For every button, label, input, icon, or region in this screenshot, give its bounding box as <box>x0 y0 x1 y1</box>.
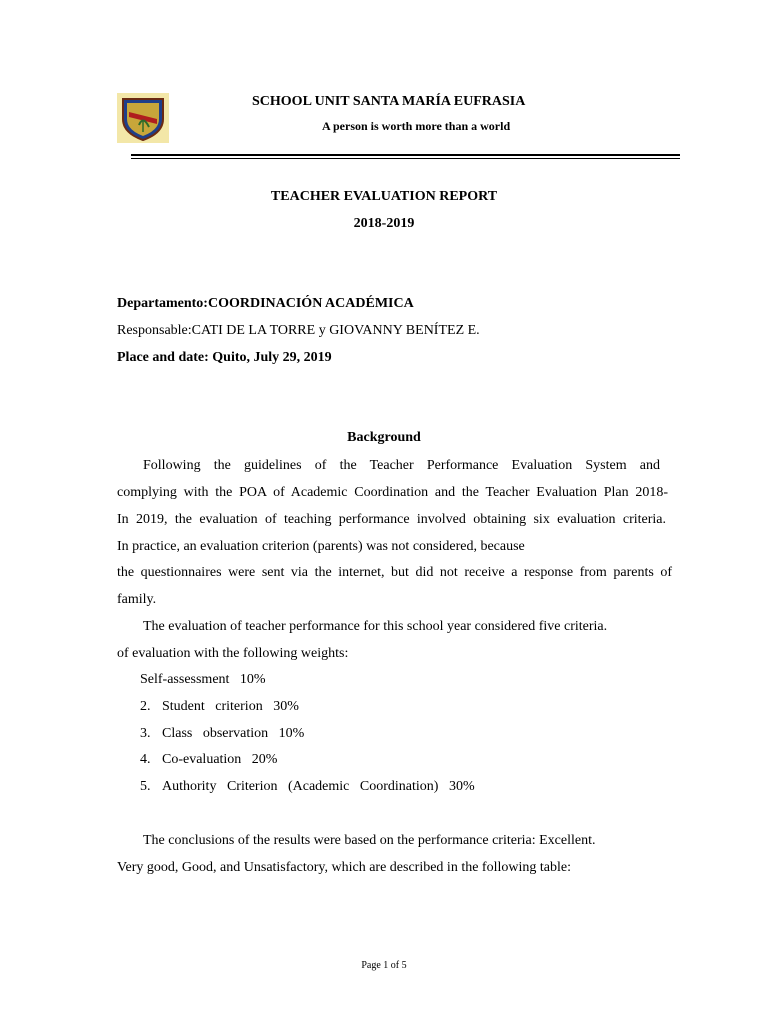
criteria-text: Co-evaluation 20% <box>162 752 278 767</box>
responsible-line: Responsable:CATI DE LA TORRE y GIOVANNY BENÍTEZ E. <box>117 323 480 338</box>
criteria-text: Self-assessment 10% <box>140 672 266 687</box>
paragraph-line: Following the guidelines of the Teacher Performance Evaluation System and <box>143 458 660 473</box>
criteria-number: 3. <box>140 726 151 741</box>
section-heading-background: Background <box>347 430 421 445</box>
criteria-item <box>140 698 299 715</box>
header-rule-thick <box>131 154 680 156</box>
paragraph-line: Very good, Good, and Unsatisfactory, which are described in the following table: <box>117 860 571 875</box>
school-crest-icon <box>117 93 169 143</box>
criteria-number: 2. <box>140 699 151 714</box>
criteria-item <box>140 671 266 688</box>
page-number: Page 1 of 5 <box>361 960 407 971</box>
criteria-item <box>140 778 475 795</box>
report-year: 2018-2019 <box>353 216 415 231</box>
department-line: Departamento:COORDINACIÓN ACADÉMICA <box>117 296 414 311</box>
paragraph-line: family. <box>117 592 157 607</box>
school-name: SCHOOL UNIT SANTA MARÍA EUFRASIA <box>252 94 526 109</box>
report-title: TEACHER EVALUATION REPORT <box>270 189 498 204</box>
header-rule-thin <box>131 158 680 159</box>
criteria-text: Student criterion 30% <box>162 699 299 714</box>
paragraph-line: The conclusions of the results were based on the performance criteria: Excellent. <box>143 833 596 848</box>
paragraph-line: the questionnaires were sent via the internet, but did not receive a response from parents of <box>117 565 672 580</box>
place-date-line: Place and date: Quito, July 29, 2019 <box>117 350 332 365</box>
criteria-number: 4. <box>140 752 151 767</box>
criteria-item <box>140 725 304 742</box>
criteria-text: Authority Criterion (Academic Coordination) 30% <box>162 779 475 794</box>
criteria-item <box>140 751 277 768</box>
paragraph-line: In 2019, the evaluation of teaching performance involved obtaining six evaluation criteria. <box>117 512 666 527</box>
school-motto: A person is worth more than a world <box>322 119 511 133</box>
criteria-number: 5. <box>140 779 151 794</box>
paragraph-line: In practice, an evaluation criterion (parents) was not considered, because <box>117 539 525 554</box>
paragraph-line: of evaluation with the following weights: <box>117 646 349 661</box>
paragraph-line: complying with the POA of Academic Coordination and the Teacher Evaluation Plan 2018- <box>117 485 668 500</box>
paragraph-line: The evaluation of teacher performance for this school year considered five criteria. <box>143 619 608 634</box>
criteria-text: Class observation 10% <box>162 726 305 741</box>
